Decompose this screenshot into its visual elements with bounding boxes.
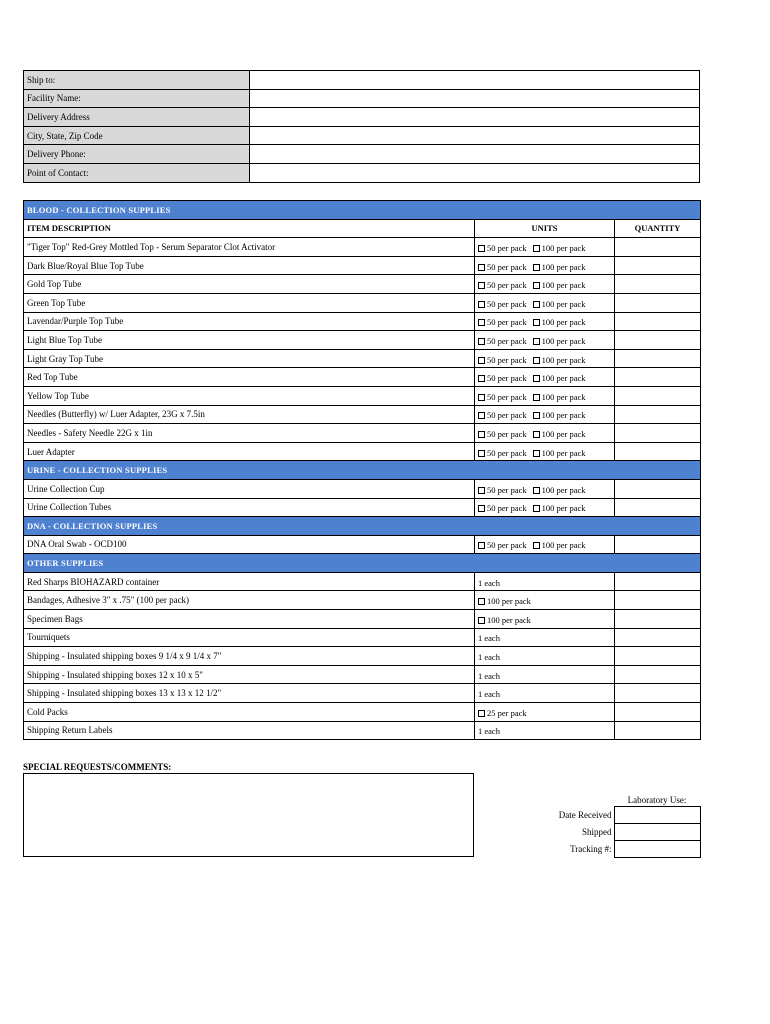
section-title: DNA - COLLECTION SUPPLIES bbox=[24, 517, 701, 536]
ship-info-field[interactable] bbox=[250, 71, 700, 90]
quantity-field[interactable] bbox=[615, 312, 701, 331]
section-header bbox=[24, 517, 701, 536]
unit-text: 1 each bbox=[478, 689, 500, 700]
quantity-field[interactable] bbox=[615, 442, 701, 461]
special-requests-label: SPECIAL REQUESTS/COMMENTS: bbox=[23, 762, 172, 772]
supply-row bbox=[24, 312, 701, 331]
units-cell bbox=[475, 703, 615, 722]
ship-info-row bbox=[24, 145, 700, 164]
item-name: Specimen Bags bbox=[24, 610, 475, 629]
checkbox-icon[interactable] bbox=[533, 338, 540, 345]
item-name: "Tiger Top" Red-Grey Mottled Top - Serum Separator Clot Activator bbox=[24, 238, 475, 257]
supply-row bbox=[24, 275, 701, 294]
quantity-field[interactable] bbox=[615, 424, 701, 443]
item-name: Shipping - Insulated shipping boxes 12 x 10 x 5" bbox=[24, 665, 475, 684]
supply-row bbox=[24, 665, 701, 684]
item-name: Red Sharps BIOHAZARD container bbox=[24, 572, 475, 591]
unit-option-label: 100 per pack bbox=[541, 410, 586, 421]
checkbox-icon[interactable] bbox=[533, 375, 540, 382]
item-name: Red Top Tube bbox=[24, 368, 475, 387]
checkbox-icon[interactable] bbox=[533, 487, 540, 494]
item-name: Needles - Safety Needle 22G x 1in bbox=[24, 424, 475, 443]
quantity-field[interactable] bbox=[615, 591, 701, 610]
quantity-field[interactable] bbox=[615, 293, 701, 312]
item-name: Yellow Top Tube bbox=[24, 386, 475, 405]
unit-text: 1 each bbox=[478, 633, 500, 644]
ship-info-row bbox=[24, 108, 700, 127]
lab-use-row bbox=[520, 824, 700, 841]
ship-info-label: Point of Contact: bbox=[24, 163, 250, 182]
quantity-field[interactable] bbox=[615, 628, 701, 647]
unit-option-label: 50 per pack bbox=[487, 317, 527, 328]
supply-row bbox=[24, 610, 701, 629]
units-cell bbox=[475, 275, 615, 294]
lab-use-row bbox=[520, 841, 700, 858]
checkbox-icon[interactable] bbox=[478, 301, 485, 308]
section-header bbox=[24, 201, 701, 220]
ship-info-row bbox=[24, 163, 700, 182]
lab-use-field[interactable] bbox=[614, 824, 700, 841]
item-name: Shipping - Insulated shipping boxes 13 x 13 x 12 1/2" bbox=[24, 684, 475, 703]
checkbox-icon[interactable] bbox=[533, 542, 540, 549]
column-header-row bbox=[24, 219, 701, 238]
supplies-table bbox=[23, 200, 701, 740]
checkbox-icon[interactable] bbox=[478, 710, 485, 717]
unit-option-label: 100 per pack bbox=[541, 261, 586, 272]
item-name: Needles (Butterfly) w/ Luer Adapter, 23G x 7.5in bbox=[24, 405, 475, 424]
unit-option-label: 100 per pack bbox=[541, 447, 586, 458]
quantity-header: QUANTITY bbox=[615, 219, 701, 238]
checkbox-icon[interactable] bbox=[533, 412, 540, 419]
unit-option-label: 50 per pack bbox=[487, 261, 527, 272]
quantity-field[interactable] bbox=[615, 331, 701, 350]
quantity-field[interactable] bbox=[615, 238, 701, 257]
item-name: Cold Packs bbox=[24, 703, 475, 722]
supply-row bbox=[24, 442, 701, 461]
checkbox-icon[interactable] bbox=[478, 431, 485, 438]
unit-text: 1 each bbox=[478, 670, 500, 681]
checkbox-icon[interactable] bbox=[533, 245, 540, 252]
supply-row bbox=[24, 628, 701, 647]
lab-use-label: Date Received bbox=[558, 810, 612, 820]
checkbox-icon[interactable] bbox=[478, 357, 485, 364]
supply-row bbox=[24, 684, 701, 703]
unit-option-label: 100 per pack bbox=[541, 280, 586, 291]
unit-option-label: 100 per pack bbox=[487, 614, 531, 625]
supply-row bbox=[24, 703, 701, 722]
checkbox-icon[interactable] bbox=[478, 450, 485, 457]
section-header bbox=[24, 461, 701, 480]
supply-row bbox=[24, 647, 701, 666]
ship-to-table bbox=[23, 70, 700, 183]
quantity-field[interactable] bbox=[615, 535, 701, 554]
units-cell bbox=[475, 498, 615, 517]
supply-row bbox=[24, 256, 701, 275]
supply-row bbox=[24, 238, 701, 257]
units-cell bbox=[475, 591, 615, 610]
unit-option-label: 50 per pack bbox=[487, 428, 527, 439]
units-cell bbox=[475, 535, 615, 554]
checkbox-icon[interactable] bbox=[533, 319, 540, 326]
checkbox-icon[interactable] bbox=[478, 617, 485, 624]
checkbox-icon[interactable] bbox=[533, 301, 540, 308]
supply-row bbox=[24, 368, 701, 387]
item-name: Shipping - Insulated shipping boxes 9 1/4 x 9 1/4 x 7" bbox=[24, 647, 475, 666]
supply-row bbox=[24, 479, 701, 498]
item-name: DNA Oral Swab - OCD100 bbox=[24, 535, 475, 554]
units-cell bbox=[475, 424, 615, 443]
ship-info-row bbox=[24, 71, 700, 90]
checkbox-icon[interactable] bbox=[478, 264, 485, 271]
unit-option-label: 50 per pack bbox=[487, 391, 527, 402]
quantity-field[interactable] bbox=[615, 647, 701, 666]
laboratory-use-table bbox=[520, 806, 701, 858]
ship-info-field[interactable] bbox=[250, 163, 700, 182]
unit-option-label: 50 per pack bbox=[487, 242, 527, 253]
item-name: Urine Collection Cup bbox=[24, 479, 475, 498]
unit-option-label: 50 per pack bbox=[487, 280, 527, 291]
checkbox-icon[interactable] bbox=[478, 375, 485, 382]
checkbox-icon[interactable] bbox=[478, 542, 485, 549]
laboratory-use-title: Laboratory Use: bbox=[627, 795, 687, 805]
item-name: Light Blue Top Tube bbox=[24, 331, 475, 350]
quantity-field[interactable] bbox=[615, 405, 701, 424]
lab-use-row bbox=[520, 807, 700, 824]
item-name: Urine Collection Tubes bbox=[24, 498, 475, 517]
ship-info-row bbox=[24, 89, 700, 108]
section-title: BLOOD - COLLECTION SUPPLIES bbox=[24, 201, 701, 220]
ship-info-label: Ship to: bbox=[24, 71, 250, 90]
lab-use-field[interactable] bbox=[614, 807, 700, 824]
lab-use-field[interactable] bbox=[614, 841, 700, 858]
ship-info-field[interactable] bbox=[250, 108, 700, 127]
quantity-field[interactable] bbox=[615, 479, 701, 498]
unit-option-label: 100 per pack bbox=[487, 596, 531, 607]
units-cell bbox=[475, 386, 615, 405]
quantity-field[interactable] bbox=[615, 275, 701, 294]
supply-row bbox=[24, 424, 701, 443]
ship-info-label: Facility Name: bbox=[24, 89, 250, 108]
units-cell bbox=[475, 684, 615, 703]
item-name: Light Gray Top Tube bbox=[24, 349, 475, 368]
unit-option-label: 100 per pack bbox=[541, 242, 586, 253]
unit-option-label: 100 per pack bbox=[541, 354, 586, 365]
item-description-header: ITEM DESCRIPTION bbox=[24, 219, 475, 238]
item-name: Luer Adapter bbox=[24, 442, 475, 461]
supply-row bbox=[24, 721, 701, 740]
checkbox-icon[interactable] bbox=[478, 487, 485, 494]
units-cell bbox=[475, 349, 615, 368]
units-cell bbox=[475, 442, 615, 461]
unit-option-label: 100 per pack bbox=[541, 335, 586, 346]
ship-info-field[interactable] bbox=[250, 89, 700, 108]
item-name: Gold Top Tube bbox=[24, 275, 475, 294]
supply-row bbox=[24, 572, 701, 591]
supply-row bbox=[24, 535, 701, 554]
unit-option-label: 50 per pack bbox=[487, 447, 527, 458]
unit-option-label: 50 per pack bbox=[487, 503, 527, 514]
unit-option-label: 50 per pack bbox=[487, 540, 527, 551]
unit-option-label: 100 per pack bbox=[541, 540, 586, 551]
units-cell bbox=[475, 572, 615, 591]
ship-info-field[interactable] bbox=[250, 145, 700, 164]
checkbox-icon[interactable] bbox=[478, 338, 485, 345]
quantity-field[interactable] bbox=[615, 684, 701, 703]
units-cell bbox=[475, 368, 615, 387]
unit-option-label: 100 per pack bbox=[541, 317, 586, 328]
unit-option-label: 50 per pack bbox=[487, 410, 527, 421]
supply-row bbox=[24, 405, 701, 424]
checkbox-icon[interactable] bbox=[533, 431, 540, 438]
item-name: Dark Blue/Royal Blue Top Tube bbox=[24, 256, 475, 275]
section-title: URINE - COLLECTION SUPPLIES bbox=[24, 461, 701, 480]
unit-option-label: 100 per pack bbox=[541, 428, 586, 439]
item-name: Lavendar/Purple Top Tube bbox=[24, 312, 475, 331]
units-cell bbox=[475, 628, 615, 647]
unit-option-label: 100 per pack bbox=[541, 391, 586, 402]
checkbox-icon[interactable] bbox=[533, 394, 540, 401]
supply-row bbox=[24, 349, 701, 368]
quantity-field[interactable] bbox=[615, 572, 701, 591]
units-cell bbox=[475, 256, 615, 275]
supply-row bbox=[24, 386, 701, 405]
supply-row bbox=[24, 293, 701, 312]
unit-option-label: 25 per pack bbox=[487, 707, 527, 718]
supply-row bbox=[24, 331, 701, 350]
units-cell bbox=[475, 312, 615, 331]
units-header: UNITS bbox=[475, 219, 615, 238]
unit-option-label: 100 per pack bbox=[541, 503, 586, 514]
ship-info-label: Delivery Address bbox=[24, 108, 250, 127]
checkbox-icon[interactable] bbox=[478, 319, 485, 326]
units-cell bbox=[475, 647, 615, 666]
checkbox-icon[interactable] bbox=[478, 282, 485, 289]
ship-info-label: Delivery Phone: bbox=[24, 145, 250, 164]
section-title: OTHER SUPPLIES bbox=[24, 554, 701, 573]
quantity-field[interactable] bbox=[615, 498, 701, 517]
quantity-field[interactable] bbox=[615, 368, 701, 387]
item-name: Green Top Tube bbox=[24, 293, 475, 312]
unit-option-label: 50 per pack bbox=[487, 354, 527, 365]
section-header bbox=[24, 554, 701, 573]
checkbox-icon[interactable] bbox=[533, 282, 540, 289]
item-name: Shipping Return Labels bbox=[24, 721, 475, 740]
lab-use-label: Shipped bbox=[581, 827, 612, 837]
item-name: Bandages, Adhesive 3" x .75" (100 per pack) bbox=[24, 591, 475, 610]
ship-info-field[interactable] bbox=[250, 126, 700, 145]
supply-row bbox=[24, 498, 701, 517]
units-cell bbox=[475, 479, 615, 498]
checkbox-icon[interactable] bbox=[533, 357, 540, 364]
quantity-field[interactable] bbox=[615, 349, 701, 368]
lab-use-label: Tracking #: bbox=[570, 844, 612, 854]
unit-option-label: 100 per pack bbox=[541, 298, 586, 309]
checkbox-icon[interactable] bbox=[478, 505, 485, 512]
unit-option-label: 50 per pack bbox=[487, 373, 527, 384]
quantity-field[interactable] bbox=[615, 610, 701, 629]
supply-row bbox=[24, 591, 701, 610]
quantity-field[interactable] bbox=[615, 721, 701, 740]
unit-text: 1 each bbox=[478, 726, 500, 737]
quantity-field[interactable] bbox=[615, 386, 701, 405]
unit-option-label: 50 per pack bbox=[487, 335, 527, 346]
quantity-field[interactable] bbox=[615, 665, 701, 684]
units-cell bbox=[475, 405, 615, 424]
unit-option-label: 100 per pack bbox=[541, 373, 586, 384]
ship-info-row bbox=[24, 126, 700, 145]
checkbox-icon[interactable] bbox=[533, 505, 540, 512]
item-name: Tourniquets bbox=[24, 628, 475, 647]
unit-text: 1 each bbox=[478, 577, 500, 588]
unit-option-label: 50 per pack bbox=[487, 298, 527, 309]
special-requests-field[interactable] bbox=[23, 773, 474, 857]
quantity-field[interactable] bbox=[615, 703, 701, 722]
units-cell bbox=[475, 238, 615, 257]
units-cell bbox=[475, 721, 615, 740]
checkbox-icon[interactable] bbox=[533, 450, 540, 457]
units-cell bbox=[475, 610, 615, 629]
checkbox-icon[interactable] bbox=[478, 412, 485, 419]
unit-text: 1 each bbox=[478, 652, 500, 663]
ship-info-label: City, State, Zip Code bbox=[24, 126, 250, 145]
units-cell bbox=[475, 331, 615, 350]
checkbox-icon[interactable] bbox=[478, 598, 485, 605]
units-cell bbox=[475, 665, 615, 684]
unit-option-label: 50 per pack bbox=[487, 484, 527, 495]
checkbox-icon[interactable] bbox=[478, 245, 485, 252]
units-cell bbox=[475, 293, 615, 312]
checkbox-icon[interactable] bbox=[533, 264, 540, 271]
checkbox-icon[interactable] bbox=[478, 394, 485, 401]
quantity-field[interactable] bbox=[615, 256, 701, 275]
unit-option-label: 100 per pack bbox=[541, 484, 586, 495]
